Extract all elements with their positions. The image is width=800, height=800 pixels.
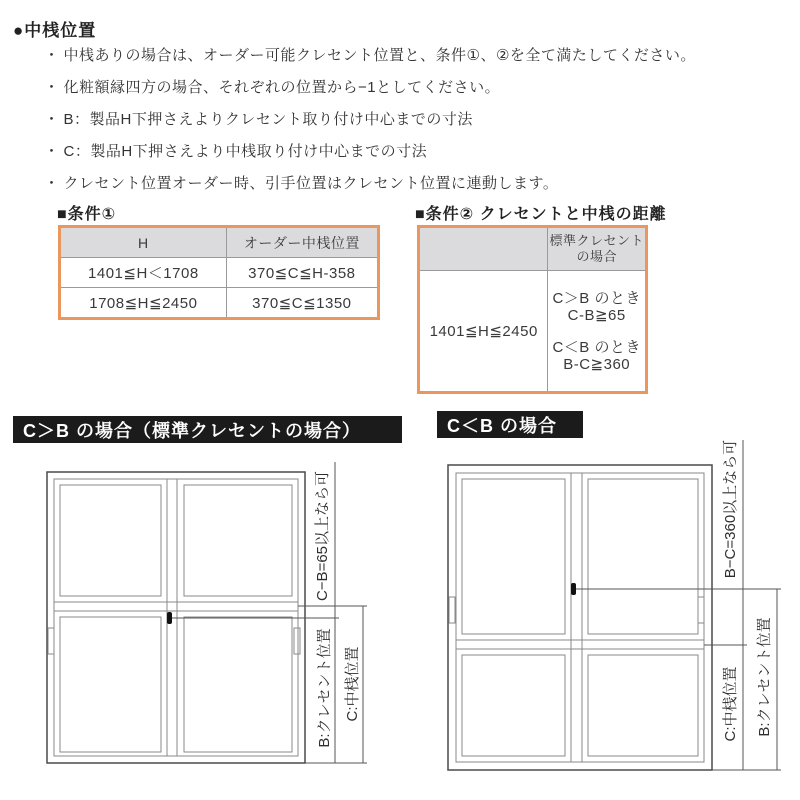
page-title bbox=[13, 16, 96, 41]
left-glass-pane bbox=[184, 485, 292, 596]
left-dimension-lines bbox=[172, 462, 367, 763]
left-glass-pane bbox=[184, 617, 292, 752]
note-text: 化粧額縁四方の場合、それぞれの位置から−1としてください。 bbox=[63, 79, 501, 96]
left-crescent-lock-icon bbox=[167, 612, 172, 624]
table-header-row bbox=[419, 227, 647, 271]
right-b-position-label: B:クレセント位置 bbox=[756, 617, 773, 737]
table-row bbox=[60, 288, 379, 319]
condition2-title: ■条件② クレセントと中桟の距離 bbox=[415, 206, 667, 223]
case-line: C＞B のとき bbox=[552, 289, 641, 307]
table-cell: 1401≦H≦2450 bbox=[419, 271, 548, 393]
right-window-parts bbox=[449, 473, 704, 762]
case-line: B-C≧360 bbox=[563, 355, 631, 373]
right-inner-frame bbox=[456, 473, 704, 762]
table-cell: 370≦C≦1350 bbox=[226, 288, 378, 319]
note-text: クレセント位置オーダー時、引手位置はクレセント位置に連動します。 bbox=[63, 175, 559, 192]
note-text: 中桟ありの場合は、オーダー可能クレセント位置と、条件①、②を全て満たしてください。 bbox=[63, 47, 696, 64]
right-dim-gap-label: B−C=360以上なら可 bbox=[722, 440, 739, 579]
right-center-stile bbox=[571, 473, 582, 762]
bullet-icon: ・ bbox=[44, 47, 60, 64]
note-text: C：製品H下押さえより中桟取り付け中心までの寸法 bbox=[63, 143, 428, 160]
right-glass-pane bbox=[588, 479, 698, 634]
right-pull-handle bbox=[449, 597, 455, 623]
left-glass-pane bbox=[60, 617, 161, 752]
list-item bbox=[44, 174, 792, 193]
condition2-table bbox=[417, 225, 648, 394]
bullet-icon: ・ bbox=[44, 143, 60, 160]
table-header-row bbox=[60, 227, 379, 258]
right-glass-pane bbox=[462, 655, 565, 756]
bullet-icon: ・ bbox=[44, 79, 60, 96]
list-item bbox=[44, 46, 792, 65]
table-row bbox=[60, 258, 379, 288]
section-bullet-icon: ● bbox=[13, 21, 25, 40]
right-glass-pane bbox=[462, 479, 565, 634]
spacer bbox=[549, 324, 644, 339]
left-glass-pane bbox=[60, 485, 161, 596]
case-line: C-B≧65 bbox=[567, 306, 626, 324]
right-window-frame bbox=[448, 465, 712, 770]
list-item bbox=[44, 110, 792, 129]
column-header-empty bbox=[419, 227, 548, 271]
right-dimension-lines bbox=[576, 440, 781, 770]
diagrams-canvas bbox=[0, 440, 800, 800]
table-cell: 370≦C≦H-358 bbox=[226, 258, 378, 288]
table-cell: 1401≦H＜1708 bbox=[60, 258, 227, 288]
bullet-icon: ・ bbox=[44, 111, 60, 128]
left-pull-handle bbox=[48, 628, 54, 654]
right-middle-rail bbox=[456, 640, 704, 649]
column-header: オーダー中桟位置 bbox=[226, 227, 378, 258]
bullet-icon: ・ bbox=[44, 175, 60, 192]
column-header: H bbox=[60, 227, 227, 258]
diagram-left-title: C＞B の場合（標準クレセントの場合） bbox=[13, 416, 402, 443]
right-glass-pane bbox=[588, 655, 698, 756]
left-b-position-label: B:クレセント位置 bbox=[316, 628, 333, 748]
list-item bbox=[44, 78, 792, 97]
list-item bbox=[44, 142, 792, 161]
right-crescent-lock-icon bbox=[571, 583, 576, 595]
condition1-table bbox=[58, 225, 380, 320]
diagram-right-title: C＜B の場合 bbox=[437, 411, 583, 438]
right-c-position-label: C:中桟位置 bbox=[722, 666, 739, 742]
table-cell: 1708≦H≦2450 bbox=[60, 288, 227, 319]
page-title-text: 中桟位置 bbox=[24, 21, 97, 40]
left-pull-handle bbox=[294, 628, 300, 654]
notes-list bbox=[44, 46, 792, 206]
case-line: C＜B のとき bbox=[552, 338, 641, 356]
left-dim-gap-label: C−B=65以上なら可 bbox=[314, 470, 331, 602]
column-header-line: の場合 bbox=[576, 249, 617, 264]
left-c-position-label: C:中桟位置 bbox=[344, 646, 361, 722]
table-row bbox=[419, 271, 647, 393]
note-text: B：製品H下押さえよりクレセント取り付け中心までの寸法 bbox=[63, 111, 473, 128]
column-header bbox=[548, 227, 647, 271]
column-header-line: 標準クレセント bbox=[549, 233, 644, 248]
condition1-title: ■条件① bbox=[57, 206, 117, 223]
right-pull-handle bbox=[698, 597, 704, 623]
left-middle-rail bbox=[54, 602, 298, 611]
table-cell bbox=[548, 271, 647, 393]
